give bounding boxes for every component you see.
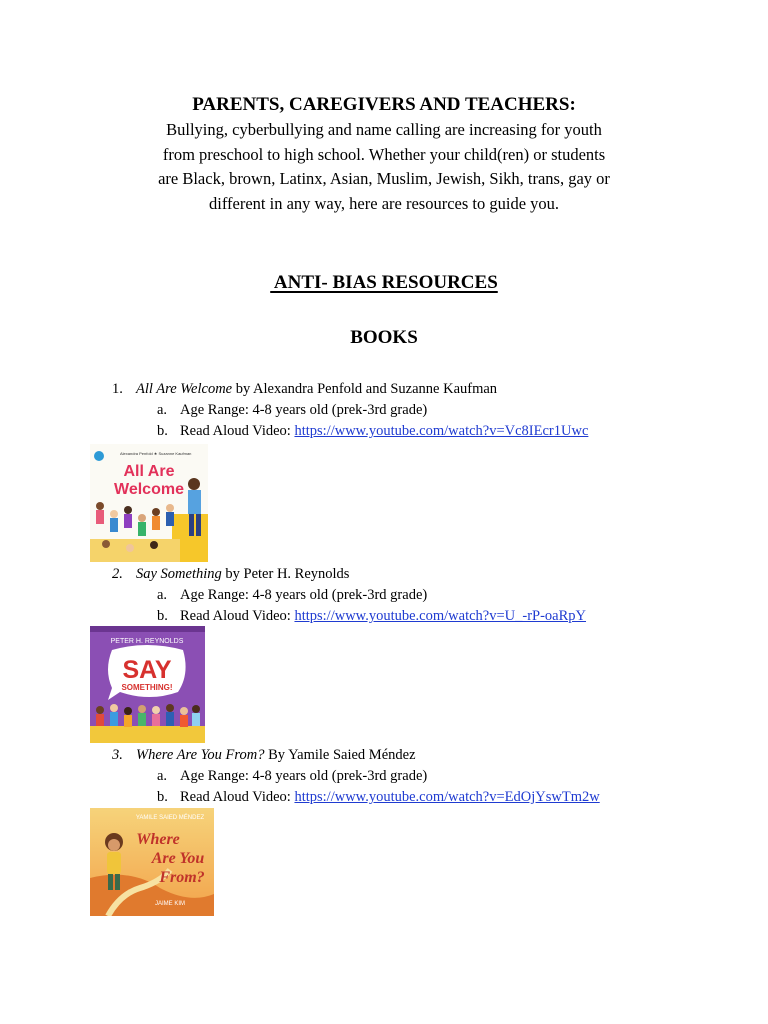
video-line bbox=[180, 787, 600, 807]
intro-heading: PARENTS, CAREGIVERS AND TEACHERS: bbox=[192, 94, 576, 115]
cover-author: YAMILE SAIED MÉNDEZ bbox=[135, 815, 205, 821]
book-title: All Are Welcome bbox=[136, 381, 233, 397]
list-number: 1. bbox=[112, 381, 123, 397]
sub-letter: a. bbox=[157, 768, 168, 784]
cover-title-line1: All Are bbox=[123, 463, 175, 480]
book-cover-say-something bbox=[90, 626, 205, 743]
books-heading: BOOKS bbox=[350, 327, 418, 348]
video-link[interactable]: https://www.youtube.com/watch?v=U_-rP-oaRpY bbox=[294, 608, 587, 624]
cover-title-line2: Are You bbox=[151, 850, 205, 867]
cover-title-line3: From? bbox=[159, 869, 205, 886]
sub-letter: a. bbox=[157, 587, 168, 603]
video-label: Read Aloud Video: bbox=[180, 789, 295, 805]
intro-line: are Black, brown, Latinx, Asian, Muslim, Jewish, Sikh, trans, gay or bbox=[158, 169, 610, 188]
video-link[interactable]: https://www.youtube.com/watch?v=Vc8IEcr1Uwc bbox=[294, 423, 589, 439]
cover-art bbox=[90, 808, 214, 916]
list-number-text: 3. bbox=[112, 747, 123, 763]
intro-block bbox=[100, 92, 668, 216]
list-number-text: 2. bbox=[112, 566, 123, 582]
book-title-line bbox=[136, 745, 416, 765]
intro-line: Bullying, cyberbullying and name calling are increasing for youth bbox=[166, 120, 602, 139]
book-title-line bbox=[136, 379, 497, 399]
book-title: Where Are You From? bbox=[136, 747, 265, 763]
list-number bbox=[112, 745, 123, 765]
sub-letter: a. bbox=[157, 402, 168, 418]
cover-art bbox=[90, 444, 208, 562]
book-cover-all-are-welcome bbox=[90, 444, 208, 562]
age-range: Age Range: 4-8 years old (prek-3rd grade) bbox=[180, 768, 428, 784]
intro-line: different in any way, here are resources to guide you. bbox=[208, 193, 560, 213]
video-line bbox=[180, 421, 588, 441]
cover-title-line2: SOMETHING! bbox=[121, 683, 173, 692]
sub-letter: b. bbox=[157, 423, 168, 439]
book-cover-where-are-you-from bbox=[90, 808, 214, 916]
anti-bias-heading bbox=[0, 272, 768, 294]
video-link[interactable]: https://www.youtube.com/watch?v=EdOjYswTm2w bbox=[294, 789, 600, 805]
book-title: Say Something bbox=[136, 566, 222, 582]
cover-author: PETER H. REYNOLDS bbox=[110, 638, 184, 645]
cover-title-line1: SAY bbox=[122, 656, 172, 684]
cover-art bbox=[90, 626, 205, 743]
age-range: Age Range: 4-8 years old (prek-3rd grade) bbox=[180, 402, 428, 418]
cover-title-line2: Welcome bbox=[114, 481, 184, 498]
book-title-line bbox=[136, 564, 349, 584]
cover-authors: Alexandra Penfold ★ Suzanne Kaufman bbox=[120, 451, 192, 456]
list-number bbox=[112, 564, 123, 584]
cover-title-line1: Where bbox=[136, 831, 180, 848]
sub-letter: b. bbox=[157, 608, 168, 624]
video-label: Read Aloud Video: bbox=[180, 608, 295, 624]
book-author: by Alexandra Penfold and Suzanne Kaufman bbox=[232, 381, 498, 397]
cover-illustrator: JAIME KIM bbox=[154, 901, 186, 907]
video-label: Read Aloud Video: bbox=[180, 423, 295, 439]
age-range: Age Range: 4-8 years old (prek-3rd grade) bbox=[180, 587, 428, 603]
book-author: by Peter H. Reynolds bbox=[221, 566, 350, 582]
book-author: By Yamile Saied Méndez bbox=[264, 747, 416, 763]
sub-letter: b. bbox=[157, 789, 168, 805]
video-line bbox=[180, 606, 586, 626]
anti-bias-heading-text: ANTI- BIAS RESOURCES bbox=[270, 272, 498, 293]
intro-line: from preschool to high school. Whether your child(ren) or students bbox=[162, 144, 606, 164]
